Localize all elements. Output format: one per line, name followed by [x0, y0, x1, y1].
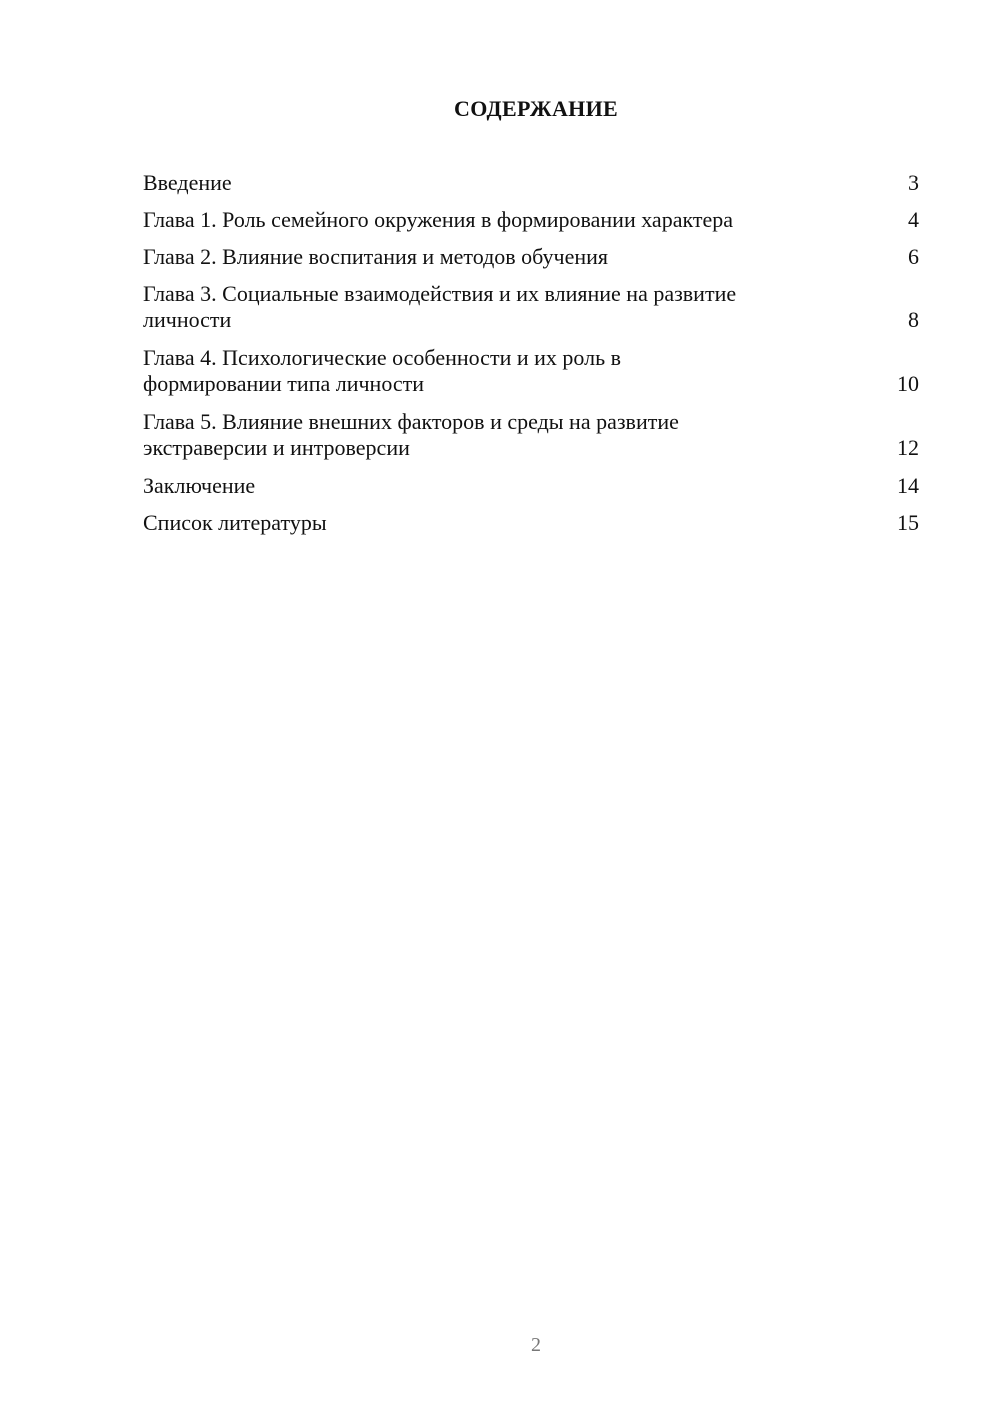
toc-entry-title-line-1: Глава 4. Психологические особенности и их роль в — [143, 345, 621, 370]
toc-entry-page-number: 3 — [908, 170, 919, 195]
toc-entry-chapter-4 — [143, 345, 919, 397]
toc-entry-title-line-2: личности — [143, 307, 232, 332]
toc-entry-chapter-1 — [143, 207, 919, 233]
toc-entry-title-line-1: Глава 5. Влияние внешних факторов и среды на развитие — [143, 409, 679, 434]
toc-entry-page-number: 14 — [897, 473, 919, 498]
page-title: СОДЕРЖАНИЕ — [454, 96, 618, 121]
toc-entry-chapter-2 — [143, 244, 919, 270]
toc-entry-title: Список литературы — [143, 510, 327, 535]
toc-entry-page-number: 10 — [897, 371, 919, 396]
toc-entry-page-number: 8 — [908, 307, 919, 332]
toc-entry-title: Глава 1. Роль семейного окружения в формировании характера — [143, 207, 734, 232]
table-of-contents — [143, 170, 919, 547]
toc-entry-page-number: 12 — [897, 435, 919, 460]
toc-entry-title: Введение — [143, 170, 232, 195]
toc-entry-page-number: 15 — [897, 510, 919, 535]
toc-entry-title: Заключение — [143, 473, 256, 498]
toc-entry-chapter-5 — [143, 409, 919, 461]
toc-entry-conclusion — [143, 473, 919, 499]
toc-entry-title-line-2: формировании типа личности — [143, 371, 425, 396]
toc-entry-title: Глава 2. Влияние воспитания и методов обучения — [143, 244, 609, 269]
toc-entry-chapter-3 — [143, 281, 919, 333]
toc-entry-references — [143, 510, 919, 536]
toc-entry-introduction — [143, 170, 919, 196]
toc-entry-title-line-1: Глава 3. Социальные взаимодействия и их влияние на развитие — [143, 281, 737, 306]
toc-entry-page-number: 6 — [908, 244, 919, 269]
toc-entry-page-number: 4 — [908, 207, 919, 232]
footer-page-number: 2 — [531, 1334, 541, 1356]
toc-entry-title-line-2: экстраверсии и интроверсии — [143, 435, 410, 460]
